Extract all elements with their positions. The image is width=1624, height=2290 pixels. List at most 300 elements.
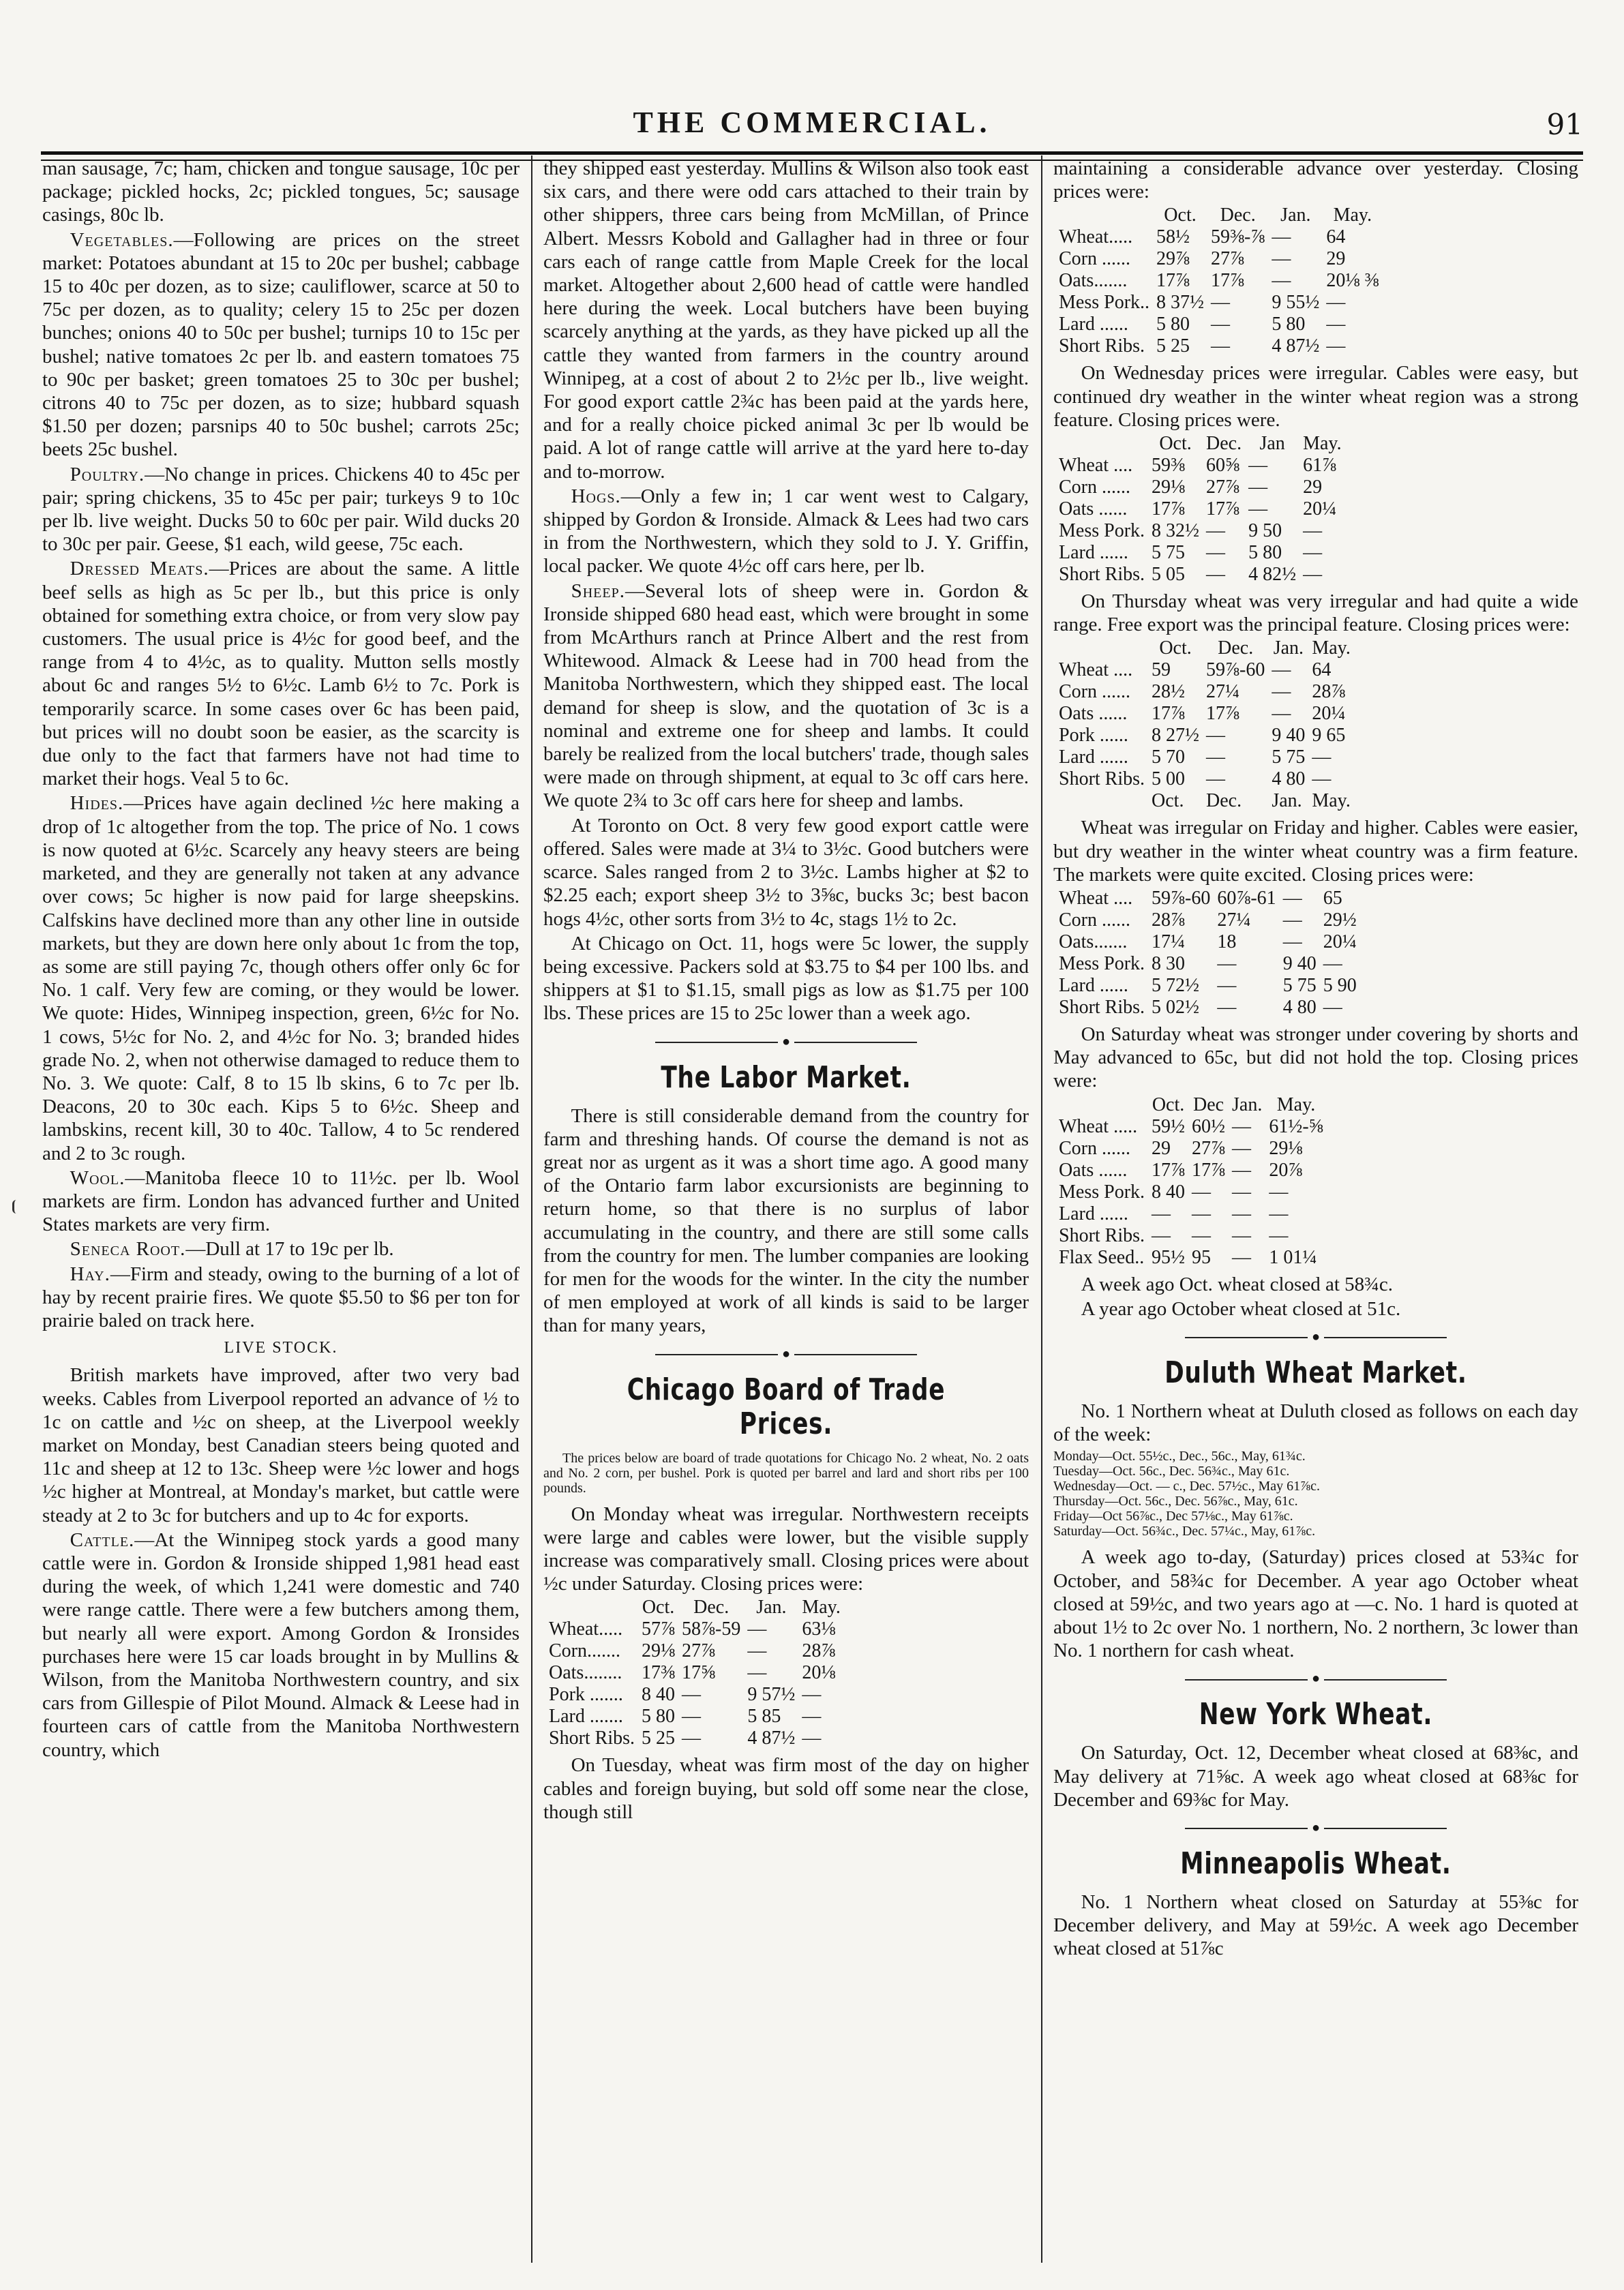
paragraph-hay: Hay.—Firm and steady, owing to the burning of a lot of hay by recent prairie fires. We quote $5.50 to $6 per ton for prairie baled on track here. xyxy=(42,1263,520,1331)
paragraph: maintaining a considerable advance over yesterday. Closing prices were: xyxy=(1053,157,1578,203)
price-table-tuesday xyxy=(1059,205,1385,357)
table-cell: Oct. xyxy=(1164,205,1197,226)
table-header-row xyxy=(549,1597,847,1618)
table-cell: — xyxy=(802,1728,822,1749)
table-row xyxy=(1059,292,1385,314)
table-cell: 20⅞ xyxy=(1269,1159,1303,1181)
table-cell: 4 87½ xyxy=(747,1728,796,1749)
column-1 xyxy=(42,157,520,2249)
column-2 xyxy=(543,157,1029,2249)
table-row xyxy=(549,1706,847,1728)
table-row xyxy=(1059,1160,1330,1181)
table-cell: Oats ...... xyxy=(1059,703,1128,725)
table-cell: 29 xyxy=(1152,1137,1171,1159)
paragraph-vegetables: Vegetables.—Following are prices on the street market: Potatoes abundant at 15 to 20c per bushel; cabbage 15 to 40c per dozen, as to size; cauliflower, scarce at 50 to 75c per dozen, as to quality; celery 15 to 25c per dozen bunches; onions 40 to 50c per bushel; turnips 10 to 15c per bushel; native tomatoes 2c per lb. and eastern tomatoes 75 to 90c per basket; green tomatoes 25 to 30c per bushel; citrons 40 to 75c per dozen, as to size; hubbard squash $1.50 per dozen; parsnips 40 to 50c bushel; carrots 25c; beets 25c bushel. xyxy=(42,228,520,461)
table-cell: 8 40 xyxy=(642,1684,676,1706)
table-cell: 29½ xyxy=(1323,909,1357,931)
table-row xyxy=(1059,498,1349,520)
table-cell: 5 25 xyxy=(642,1728,676,1749)
table-cell: 8 40 xyxy=(1152,1181,1186,1203)
duluth-day-quote: Thursday—Oct. 56c., Dec. 56⅞c., May, 61c. xyxy=(1053,1494,1298,1509)
table-cell: 61⅞ xyxy=(1303,455,1337,477)
table-cell: — xyxy=(1323,953,1342,975)
table-cell: 59⅜-⅞ xyxy=(1211,226,1265,248)
table-cell: 20¼ xyxy=(1303,498,1337,520)
table-cell: Short Ribs. xyxy=(1059,768,1145,790)
table-cell: — xyxy=(1303,542,1323,564)
table-cell: — xyxy=(682,1684,702,1706)
table-cell: 9 57½ xyxy=(747,1684,796,1706)
table-cell: 28½ xyxy=(1152,681,1186,703)
note-chicago-board: The prices below are board of trade quotations for Chicago No. 2 wheat, No. 2 oats and No. 2 corn, per bushel. Pork is quoted per barrel and lard and short ribs per 100 pounds. xyxy=(543,1450,1029,1496)
paragraph-sheep: Sheep.—Several lots of sheep were in. Gordon & Ironside shipped 680 head east, which were brought in some from McArthurs ranch at Prince Albert and the rest from Whitewood. Almack & Leese had in 700 head from the Manitoba Northwestern, which they shipped east. The local demand for sheep is slow, and the quotation of 3c is a nominal and extreme one for sheep and lambs. It could barely be realized from the local butchers' trade, though sales were made on through shipment, at equal to 3c off cars here. We quote 2¾ to 3c off cars here for sheep and lambs. xyxy=(543,579,1029,812)
table-cell: 17⅞ xyxy=(1211,270,1245,292)
table-row xyxy=(1059,564,1349,586)
table-cell: 4 80 xyxy=(1282,997,1317,1019)
table-row xyxy=(1059,725,1357,747)
table-cell: Oats ...... xyxy=(1059,498,1128,520)
table-cell: — xyxy=(1326,292,1346,314)
paragraph-duluth: A week ago to-day, (Saturday) prices closed at 53¾c for October, and 58¾c for December. A year ago October wheat closed at 59½c, and two years ago at —c. No. 1 hard is quoted at about 1½ to 2c over No. 1 northern, No. 2 northern, 3c lower than No. 1 northern for cash wheat. xyxy=(1053,1546,1578,1662)
table-row xyxy=(1059,1247,1330,1269)
table-row xyxy=(1059,747,1357,768)
table-cell: — xyxy=(1206,747,1226,768)
duluth-day-quote: Tuesday—Oct. 56c., Dec. 56¾c., May 61c. xyxy=(1053,1464,1290,1479)
table-header-row xyxy=(1059,205,1385,226)
column-rule xyxy=(531,155,532,2263)
table-cell: May. xyxy=(1333,205,1372,226)
table-row xyxy=(549,1618,847,1640)
paragraph-friday: Wheat was irregular on Friday and higher. Cables were easier, but dry weather in the winter wheat country was a firm feature. The markets were quite excited. Closing prices were: xyxy=(1053,817,1578,886)
table-cell: Jan. xyxy=(1272,790,1302,812)
table-row xyxy=(1059,270,1385,292)
table-cell: 59⅞-60 xyxy=(1206,659,1265,681)
table-cell: May. xyxy=(802,1597,841,1618)
table-cell: 5 72½ xyxy=(1152,975,1200,997)
table-cell: 28⅞ xyxy=(1152,909,1186,931)
column-rule xyxy=(1041,155,1042,2263)
paragraph-chicago: At Chicago on Oct. 11, hogs were 5c lower, the supply being excessive. Packers sold at $3.75 to $4 per 100 lbs. and shippers at $1 to $1.15, small pigs as low as $1.75 per 100 lbs. These prices are 15 to 25c lower than a week ago. xyxy=(543,932,1029,1025)
paragraph-monday: On Monday wheat was irregular. Northwestern receipts were large and cables were lower, but the visible supply increase was comparatively small. Closing prices were about ½c under Saturday. Closing prices were: xyxy=(543,1503,1029,1595)
paragraph-toronto: At Toronto on Oct. 8 very few good export cattle were offered. Sales were made at 3¼ to 3½c. Good butchers were scarce. Sales ranged from 2 to 3½c. Lambs higher at $2 to $2.25 each; export sheep 3½ to 3⅝c, bucks 3c; best bacon hogs 4½c, other sorts from 3½ to 4c, stags 1½ to 2c. xyxy=(543,814,1029,930)
table-cell: — xyxy=(1269,1203,1289,1224)
table-cell: 17⅞ xyxy=(1192,1159,1226,1181)
table-cell: 64 xyxy=(1312,659,1332,681)
table-cell: 17⅞ xyxy=(1152,498,1186,520)
table-cell: — xyxy=(747,1618,767,1640)
paragraph-labor: There is still considerable demand from the country for farm and threshing hands. Of course the demand is not as great nor as urgent as it was a short time ago. A good many of the Ontario farm labor excursionists are beginning to return home, so that there is no surplus of labor accumulating in the country, and there are still some calls from the country for men. The lumber companies are looking for men for the woods for the winter. In the city the number of men employed at work of all kinds is said to be larger than for many years, xyxy=(543,1104,1029,1337)
table-cell xyxy=(1059,1094,1152,1116)
table-cell: 8 27½ xyxy=(1152,725,1200,747)
table-cell: — xyxy=(1206,542,1226,564)
table-cell: Dec. xyxy=(1206,433,1242,455)
table-cell: 4 87½ xyxy=(1272,335,1320,357)
table-cell: Dec. xyxy=(1218,637,1254,659)
table-cell: — xyxy=(1192,1181,1212,1203)
table-cell: 17⅞ xyxy=(1152,1159,1186,1181)
table-cell: Mess Pork. xyxy=(1059,1181,1145,1203)
paragraph-hogs: Hogs.—Only a few in; 1 car went west to Calgary, shipped by Gordon & Ironside. Almack & Lees had two cars in from the Northwestern, which they sold to J. Y. Griffin, local packer. We quote 4½c off cars here, per lb. xyxy=(543,485,1029,577)
table-cell: Jan. xyxy=(1280,205,1311,226)
table-cell: Dec. xyxy=(693,1597,730,1618)
table-cell: Dec. xyxy=(1206,790,1242,812)
table-cell: 5 25 xyxy=(1156,335,1190,357)
table-cell: 61½-⅝ xyxy=(1269,1115,1323,1137)
table-cell: May. xyxy=(1276,1094,1316,1115)
table-cell: 17⅜ xyxy=(642,1662,676,1684)
table-cell: 5 90 xyxy=(1323,975,1357,997)
page-number: 91 xyxy=(1546,108,1583,141)
table-cell: 95½ xyxy=(1152,1246,1186,1268)
table-cell: 18 xyxy=(1217,931,1237,953)
table-cell: — xyxy=(1192,1224,1212,1246)
table-cell: 5 85 xyxy=(747,1706,781,1728)
price-table-thursday xyxy=(1059,637,1357,812)
duluth-daily-quotes xyxy=(1053,1449,1578,1539)
table-cell: 20¼ xyxy=(1323,931,1357,953)
table-cell: 17⅞ xyxy=(1152,703,1186,725)
heading-labor-market: The Labor Market. xyxy=(661,1059,912,1095)
table-cell: Jan. xyxy=(1232,1094,1263,1115)
paragraph: they shipped east yesterday. Mullins & Wilson also took east six cars, and there were odd cars attached to their train by other shippers, three cars being from McMillan, of Prince Albert. Messrs Kobold and Gallagher had in three or four cars each of range cattle from Maple Creek for the local market. Altogether about 2,600 head of cattle were handled here during the week. Local butchers have been buying scarcely anything at the yards, as they have picked up all the cattle they wanted from farmers in the country around Winnipeg, at a cost of about 2 to 2½c per lb., live weight. For good export cattle 2¾c has been paid at the yards here, and for a really choice picked animal 3c per lb would be paid. A lot of range cattle will arrive at the yard here to-day and to-morrow. xyxy=(543,157,1029,483)
paragraph-wednesday: On Wednesday prices were irregular. Cables were easy, but continued dry weather in the winter wheat region was a strong feature. Closing prices were. xyxy=(1053,362,1578,431)
table-cell: Wheat..... xyxy=(549,1618,623,1640)
table-cell: 29⅛ xyxy=(1152,477,1186,498)
table-cell: — xyxy=(1269,1181,1289,1203)
table-cell: 4 82½ xyxy=(1248,564,1297,586)
table-cell: — xyxy=(1211,335,1231,357)
table-cell: 27¼ xyxy=(1206,681,1240,703)
table-cell: 9 55½ xyxy=(1272,292,1320,314)
table-cell: — xyxy=(1282,909,1302,931)
table-cell: May. xyxy=(1303,433,1342,455)
table-row xyxy=(1059,455,1349,477)
table-cell xyxy=(1059,790,1152,812)
table-cell: — xyxy=(1211,292,1231,314)
table-cell: 17⅞ xyxy=(1156,270,1190,292)
table-row xyxy=(1059,1225,1330,1247)
paragraph-seneca-root: Seneca Root.—Dull at 17 to 19c per lb. xyxy=(70,1238,394,1261)
table-cell: — xyxy=(1232,1203,1252,1224)
table-cell: 58⅞-59 xyxy=(682,1618,741,1640)
table-cell: 20¼ xyxy=(1312,703,1346,725)
price-table-wednesday xyxy=(1059,433,1349,586)
table-cell: 59 xyxy=(1152,659,1171,681)
table-cell: Short Ribs. xyxy=(1059,335,1145,357)
duluth-day-quote: Friday—Oct 56⅞c., Dec 57⅛c., May 61⅞c. xyxy=(1053,1509,1293,1524)
table-cell: 29 xyxy=(1303,477,1323,498)
table-cell: Oats ...... xyxy=(1059,1159,1128,1181)
table-cell: 17⅞ xyxy=(1206,703,1240,725)
table-row xyxy=(549,1684,847,1706)
table-cell: Corn ...... xyxy=(1059,1137,1130,1159)
paragraph-new-york: On Saturday, Oct. 12, December wheat closed at 68⅜c, and May delivery at 71⅝c. A week ago wheat closed at 68⅜c for December and 69⅜c for May. xyxy=(1053,1742,1578,1811)
table-cell: 27⅞ xyxy=(1211,248,1245,270)
table-cell: 60½ xyxy=(1192,1115,1226,1137)
table-cell: 29 xyxy=(1326,248,1346,270)
table-cell: 29⅛ xyxy=(1269,1137,1303,1159)
table-cell: Short Ribs. xyxy=(1059,564,1145,586)
table-cell: 9 40 xyxy=(1272,725,1306,747)
table-cell: — xyxy=(1282,888,1302,909)
table-row xyxy=(1059,953,1364,975)
table-row xyxy=(1059,1116,1330,1138)
table-cell: — xyxy=(1272,659,1291,681)
table-cell: — xyxy=(1206,520,1226,542)
paragraph-live-stock: British markets have improved, after two very bad weeks. Cables from Liverpool reported an advance of ½ to 1c on cattle and ½c on sheep, at the Liverpool weekly market on Monday, best Canadian steers being quoted and 11c and sheep at 12 to 13c. Sheep were ½c lower and hogs ½c higher at Montreal, at Monday's market, but cattle were steady at 2 to 3c for butchers and up to 4c for exports. xyxy=(42,1364,520,1526)
heading-minneapolis: Minneapolis Wheat. xyxy=(1180,1846,1452,1882)
table-cell: 59½ xyxy=(1152,1115,1186,1137)
table-cell: — xyxy=(1232,1115,1252,1137)
price-table-monday xyxy=(549,1597,847,1749)
heading-new-york: New York Wheat. xyxy=(1199,1697,1433,1732)
section-divider: ● xyxy=(1053,1330,1578,1344)
table-row xyxy=(1059,975,1364,997)
table-cell: — xyxy=(1312,747,1332,768)
duluth-day-quote: Saturday—Oct. 56¾c., Dec. 57¼c., May, 61⅞c. xyxy=(1053,1524,1316,1539)
table-cell: 57⅞ xyxy=(642,1618,676,1640)
table-cell: — xyxy=(1217,953,1237,975)
table-row xyxy=(1059,909,1364,931)
table-cell: — xyxy=(1152,1203,1171,1224)
table-cell: May. xyxy=(1312,790,1351,812)
table-cell: 60⅞-61 xyxy=(1217,888,1276,909)
table-row xyxy=(1059,1203,1330,1225)
table-cell: 5 02½ xyxy=(1152,997,1200,1019)
table-cell: Wheat..... xyxy=(1059,226,1133,248)
table-cell: Wheat .... xyxy=(1059,888,1133,909)
price-table-saturday xyxy=(1059,1094,1330,1269)
table-cell: — xyxy=(1211,314,1231,335)
table-cell: 63⅛ xyxy=(802,1618,836,1640)
masthead xyxy=(41,83,1583,145)
table-cell: Lard ...... xyxy=(1059,975,1128,997)
table-cell: 17¼ xyxy=(1152,931,1186,953)
table-cell: — xyxy=(1272,703,1291,725)
table-cell: 9 40 xyxy=(1282,953,1317,975)
paragraph-thursday: On Thursday wheat was very irregular and had quite a wide range. Free export was the principal feature. Closing prices were: xyxy=(1053,590,1578,636)
table-cell: 9 65 xyxy=(1312,725,1346,747)
table-cell: — xyxy=(1303,520,1323,542)
table-row xyxy=(1059,931,1364,953)
table-cell: 29⅛ xyxy=(642,1640,676,1662)
paragraph-duluth-intro: No. 1 Northern wheat at Duluth closed as follows on each day of the week: xyxy=(1053,1400,1578,1446)
table-cell: 1 01¼ xyxy=(1269,1246,1317,1268)
section-divider: ● xyxy=(543,1035,1029,1049)
duluth-day-quote: Monday—Oct. 55½c., Dec., 56c., May, 61¾c. xyxy=(1053,1449,1306,1464)
paragraph-wool: Wool.—Manitoba fleece 10 to 11½c. per lb. Wool markets are firm. London has advanced further and United States markets are very firm. xyxy=(42,1166,520,1236)
table-cell: Pork ...... xyxy=(1059,725,1128,747)
table-cell xyxy=(1059,637,1152,659)
table-cell: 5 00 xyxy=(1152,768,1186,790)
table-cell: 27¼ xyxy=(1217,909,1251,931)
table-cell: Oct. xyxy=(642,1597,675,1618)
table-cell: Dec. xyxy=(1220,205,1256,226)
paragraph-dressed-meats: Dressed Meats.—Prices are about the same. A little beef sells as high as 5c per lb., but this price is only obtained for something extra choice, or from very slow pay customers. The usual price is 4½c for good beef, and the range from 4 to 4½c, as to quality. Mutton sells mostly about 6c and ranges 5½ to 6½c. Lamb 6½ to 7c. Pork is temporarily scarce. In some cases over 6c has been paid, but prices will no doubt soon be easier, as the scarcity is due only to the fact that farmers have not had time to market their hogs. Veal 5 to 6c. xyxy=(42,558,520,790)
table-cell: 5 75 xyxy=(1152,542,1186,564)
table-row xyxy=(1059,248,1385,270)
table-cell: 17⅞ xyxy=(1206,498,1240,520)
table-cell: — xyxy=(1326,335,1346,357)
table-cell: Dec xyxy=(1192,1094,1224,1115)
table-cell: 8 37½ xyxy=(1156,292,1205,314)
table-cell: 5 80 xyxy=(642,1706,676,1728)
table-cell: 9 50 xyxy=(1248,520,1282,542)
table-cell: Corn ...... xyxy=(1059,909,1130,931)
table-cell: Corn ...... xyxy=(1059,477,1130,498)
section-divider: ● xyxy=(1053,1672,1578,1685)
table-cell: — xyxy=(1272,226,1291,248)
table-cell: Wheat .... xyxy=(1059,659,1133,681)
paragraph-saturday: On Saturday wheat was stronger under covering by shorts and May advanced to 65c, but did not hold the top. Closing prices were: xyxy=(1053,1023,1578,1092)
margin-ink-mark xyxy=(12,1200,21,1214)
table-cell: 20⅛ xyxy=(802,1662,836,1684)
paragraph-year-ago: A year ago October wheat closed at 51c. xyxy=(1081,1297,1401,1320)
table-cell: 27⅞ xyxy=(682,1640,716,1662)
duluth-day-quote: Wednesday—Oct. — c., Dec. 57½c., May 61⅞c. xyxy=(1053,1479,1321,1494)
table-cell: Oats....... xyxy=(1059,270,1128,292)
table-row xyxy=(1059,314,1385,335)
table-cell: Oct. xyxy=(1152,790,1184,812)
table-cell: 5 80 xyxy=(1156,314,1190,335)
table-cell: 95 xyxy=(1192,1246,1212,1268)
table-cell xyxy=(1059,433,1152,455)
table-cell: Mess Pork. xyxy=(1059,953,1145,975)
table-cell: — xyxy=(1232,1137,1252,1159)
table-footer-row xyxy=(1059,790,1357,812)
table-cell: — xyxy=(747,1662,767,1684)
table-cell: 4 80 xyxy=(1272,768,1306,790)
table-cell: — xyxy=(682,1728,702,1749)
paragraph: man sausage, 7c; ham, chicken and tongue sausage, 10c per package; pickled hocks, 2c; pickled tongues, 5c; sausage casings, 80c lb. xyxy=(42,157,520,226)
table-cell: 5 80 xyxy=(1272,314,1306,335)
table-cell: 8 32½ xyxy=(1152,520,1200,542)
table-cell: — xyxy=(1312,768,1332,790)
table-cell: Lard ...... xyxy=(1059,1203,1128,1224)
table-cell: Pork ....... xyxy=(549,1684,623,1706)
table-row xyxy=(1059,226,1385,248)
table-cell: 64 xyxy=(1326,226,1346,248)
table-cell: 29⅞ xyxy=(1156,248,1190,270)
table-cell: Wheat ..... xyxy=(1059,1115,1138,1137)
table-cell: 60⅝ xyxy=(1206,455,1240,477)
table-cell: — xyxy=(1206,564,1226,586)
table-row xyxy=(1059,768,1357,790)
table-row xyxy=(1059,520,1349,542)
table-cell: 58½ xyxy=(1156,226,1190,248)
table-cell: — xyxy=(802,1706,822,1728)
table-cell: Jan xyxy=(1259,433,1285,455)
table-cell: — xyxy=(1248,477,1268,498)
table-cell: 5 70 xyxy=(1152,747,1186,768)
paragraph-hides: Hides.—Prices have again declined ½c here making a drop of 1c altogether from the top. The price of No. 1 cows is now quoted at 6½c. Scarcely any heavy steers are being marketed, and they are generally not taken at any advance over cows; 5c higher is now paid for large sheepskins. Calfskins have declined more than any other line in outside markets, but they are down here only about 1c from the top, as some are still paying 7c, though others offer only 6c for No. 1 calf. Very few are coming, or they would be lower. We quote: Hides, Winnipeg inspection, green, 6½c for No. 1 cows, 5½c for No. 2, and 4½c for No. 3; branded hides grade No. 2, when not otherwise damaged to reduce them to No. 3. We quote: Calf, 8 to 15 lb skins, 6 to 7c per lb. Deacons, 20 to 30c each. Kips 5 to 6½c. Sheep and lambskins, recent kill, 30 to 40c. Tallow, 4 to 5c rendered and 2 to 3c rough. xyxy=(42,792,520,1164)
heading-duluth: Duluth Wheat Market. xyxy=(1164,1355,1467,1391)
table-cell: Lard ...... xyxy=(1059,542,1128,564)
section-divider: ● xyxy=(543,1347,1029,1361)
table-cell: Short Ribs. xyxy=(1059,1224,1145,1246)
masthead-rule xyxy=(41,151,1583,155)
table-cell: 5 80 xyxy=(1248,542,1282,564)
table-cell: 5 75 xyxy=(1272,747,1306,768)
table-row xyxy=(1059,997,1364,1019)
table-row xyxy=(1059,681,1357,703)
table-cell: — xyxy=(1303,564,1323,586)
table-cell: Short Ribs. xyxy=(549,1728,635,1749)
table-row xyxy=(1059,703,1357,725)
table-cell: Corn ...... xyxy=(1059,681,1130,703)
table-cell: Jan. xyxy=(1273,637,1304,659)
table-header-row xyxy=(1059,433,1349,455)
table-cell: — xyxy=(1192,1203,1212,1224)
price-table-friday xyxy=(1059,888,1364,1019)
table-cell: — xyxy=(1323,997,1342,1019)
table-cell xyxy=(1059,205,1156,226)
table-cell: — xyxy=(1272,681,1291,703)
table-cell: Oct. xyxy=(1152,1094,1185,1115)
table-cell: — xyxy=(1206,768,1226,790)
table-cell: — xyxy=(1206,725,1226,747)
table-cell: — xyxy=(1232,1159,1252,1181)
table-cell: Flax Seed.. xyxy=(1059,1246,1145,1268)
table-cell: 27⅞ xyxy=(1192,1137,1226,1159)
paragraph-poultry: Poultry.—No change in prices. Chickens 40 to 45c per pair; spring chickens, 35 to 45c per pair; turkeys 9 to 10c per lb. live weight. Ducks 50 to 60c per pair. Wild ducks 20 to 30c per pair. Geese, $1 each, wild geese, 75c each. xyxy=(42,463,520,556)
table-cell: — xyxy=(1217,975,1237,997)
table-cell: Corn ...... xyxy=(1059,248,1130,270)
section-heading-live-stock: LIVE STOCK. xyxy=(224,1339,338,1357)
table-cell: 17⅝ xyxy=(682,1662,716,1684)
table-cell: Oct. xyxy=(1159,433,1192,455)
table-cell: — xyxy=(1232,1246,1252,1268)
table-cell: Jan. xyxy=(756,1597,787,1618)
table-row xyxy=(549,1662,847,1684)
table-cell: 59⅜ xyxy=(1152,455,1186,477)
table-cell: — xyxy=(1269,1224,1289,1246)
table-cell: 5 75 xyxy=(1282,975,1317,997)
table-cell: 59⅞-60 xyxy=(1152,888,1211,909)
section-divider: ● xyxy=(1053,1821,1578,1835)
table-cell: — xyxy=(682,1706,702,1728)
table-cell: — xyxy=(1232,1224,1252,1246)
publication-title: THE COMMERCIAL. xyxy=(633,106,991,139)
table-header-row xyxy=(1059,637,1357,659)
table-cell: Mess Pork.. xyxy=(1059,292,1150,314)
table-cell: — xyxy=(747,1640,767,1662)
table-cell: — xyxy=(1326,314,1346,335)
table-row xyxy=(1059,1181,1330,1203)
table-cell: 28⅞ xyxy=(1312,681,1346,703)
paragraph-week-ago: A week ago Oct. wheat closed at 58¾c. xyxy=(1081,1273,1393,1295)
table-cell: — xyxy=(1152,1224,1171,1246)
column-3 xyxy=(1053,157,1578,2249)
table-cell: — xyxy=(1272,248,1291,270)
table-cell: Mess Pork. xyxy=(1059,520,1145,542)
paragraph-tuesday: On Tuesday, wheat was firm most of the day on higher cables and foreign buying, but sold off some near the close, though still xyxy=(543,1754,1029,1823)
table-row xyxy=(549,1640,847,1662)
table-cell: Lard ...... xyxy=(1059,314,1128,335)
table-cell: — xyxy=(1272,270,1291,292)
table-header-row xyxy=(1059,1094,1330,1116)
table-cell: — xyxy=(1217,997,1237,1019)
table-row xyxy=(1059,335,1385,357)
paragraph-cattle: Cattle.—At the Winnipeg stock yards a good many cattle were in. Gordon & Ironside shipped 1,981 head east during the week, of which 1,241 were domestic and 740 were range cattle. There were a few butchers among them, but nearly all were export. Among Gordon & Ironsides purchases here were 15 car loads brought in by Mullins & Wilson, from the Manitoba Northwestern country, and six cars from Gillespie of Pilot Mound. Almack & Leese had in fourteen cars of cattle from the Manitoba Northwestern country, which xyxy=(42,1528,520,1761)
table-row xyxy=(1059,888,1364,909)
heading-chicago-board: Chicago Board of Trade Prices. xyxy=(627,1372,946,1441)
table-cell: 5 05 xyxy=(1152,564,1186,586)
table-cell: 20⅛ ⅜ xyxy=(1326,270,1379,292)
table-cell xyxy=(549,1597,642,1618)
table-cell: 28⅞ xyxy=(802,1640,836,1662)
table-cell: — xyxy=(1232,1181,1252,1203)
